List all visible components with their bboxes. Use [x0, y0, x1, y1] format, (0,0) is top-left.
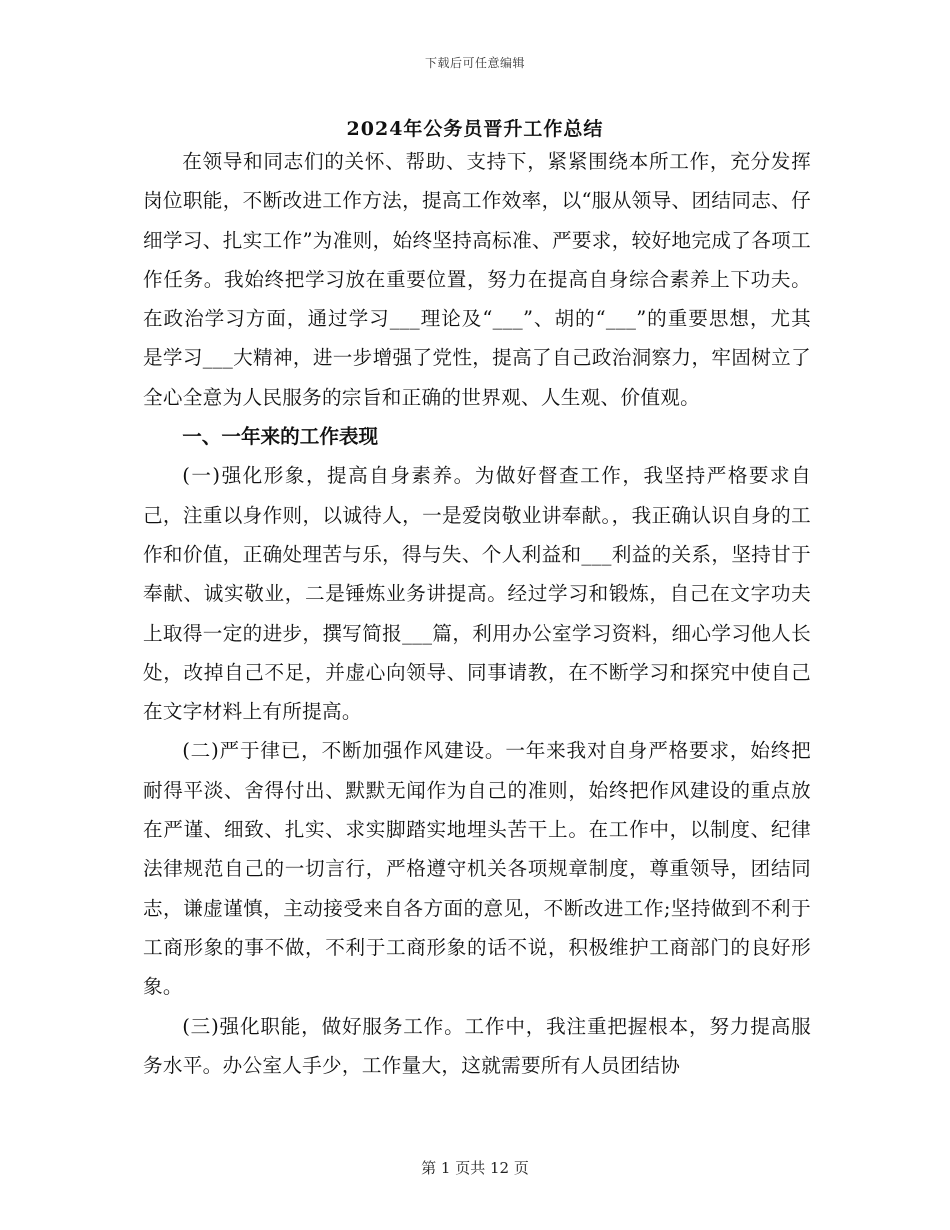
section-heading: 一、一年来的工作表现 — [182, 425, 379, 449]
page-number-footer: 第 1 页共 12 页 — [421, 1159, 529, 1177]
section-paragraph-1: (一)强化形象，提高自身素养。为做好督查工作，我坚持严格要求自己，注重以身作则，以诚待人，一是爱岗敬业讲奉献。，我正确认识自身的工作和价值，正确处理苦与乐，得与失、个人利益和___利益的关系，坚持甘于奉献、诚实敬业，二是锤炼业务讲提高。经过学习和锻炼，自己在文字功夫上取得一定的进步，撰写简报___篇，利用办公室学习资料，细心学习他人长处，改掉自己不足，并虚心向领导、同事请教，在不断学习和探究中使自己在文字材料上有所提高。 — [143, 464, 811, 724]
section-paragraph-3: (三)强化职能，做好服务工作。工作中，我注重把握根本，努力提高服务水平。办公室人手少，工作量大，这就需要所有人员团结协 — [143, 1014, 811, 1077]
section-paragraph-2: (二)严于律已，不断加强作风建设。一年来我对自身严格要求，始终把耐得平淡、舍得付出、默默无闻作为自己的准则，始终把作风建设的重点放在严谨、细致、扎实、求实脚踏实地埋头苦干上。在工作中，以制度、纪律法律规范自己的一切言行，严格遵守机关各项规章制度，尊重领导，团结同志，谦虚谨慎，主动接受来自各方面的意见，不断改进工作;坚持做到不利于工商形象的事不做，不利于工商形象的话不说，积极维护工商部门的良好形象。 — [143, 739, 811, 999]
header-note: 下载后可任意编辑 — [424, 56, 525, 70]
intro-paragraph: 在领导和同志们的关怀、帮助、支持下，紧紧围绕本所工作，充分发挥岗位职能，不断改进工作方法，提高工作效率，以“服从领导、团结同志、仔细学习、扎实工作”为准则，始终坚持高标准、严要求，较好地完成了各项工作任务。我始终把学习放在重要位置，努力在提高自身综合素养上下功夫。在政治学习方面，通过学习___理论及“___”、胡的“___”的重要思想，尤其是学习___大精神，进一步增强了党性，提高了自己政治洞察力，牢固树立了全心全意为人民服务的宗旨和正确的世界观、人生观、价值观。 — [143, 150, 811, 409]
document-body — [143, 142, 811, 1085]
document-title: 2024年公务员晋升工作总结 — [346, 118, 604, 140]
